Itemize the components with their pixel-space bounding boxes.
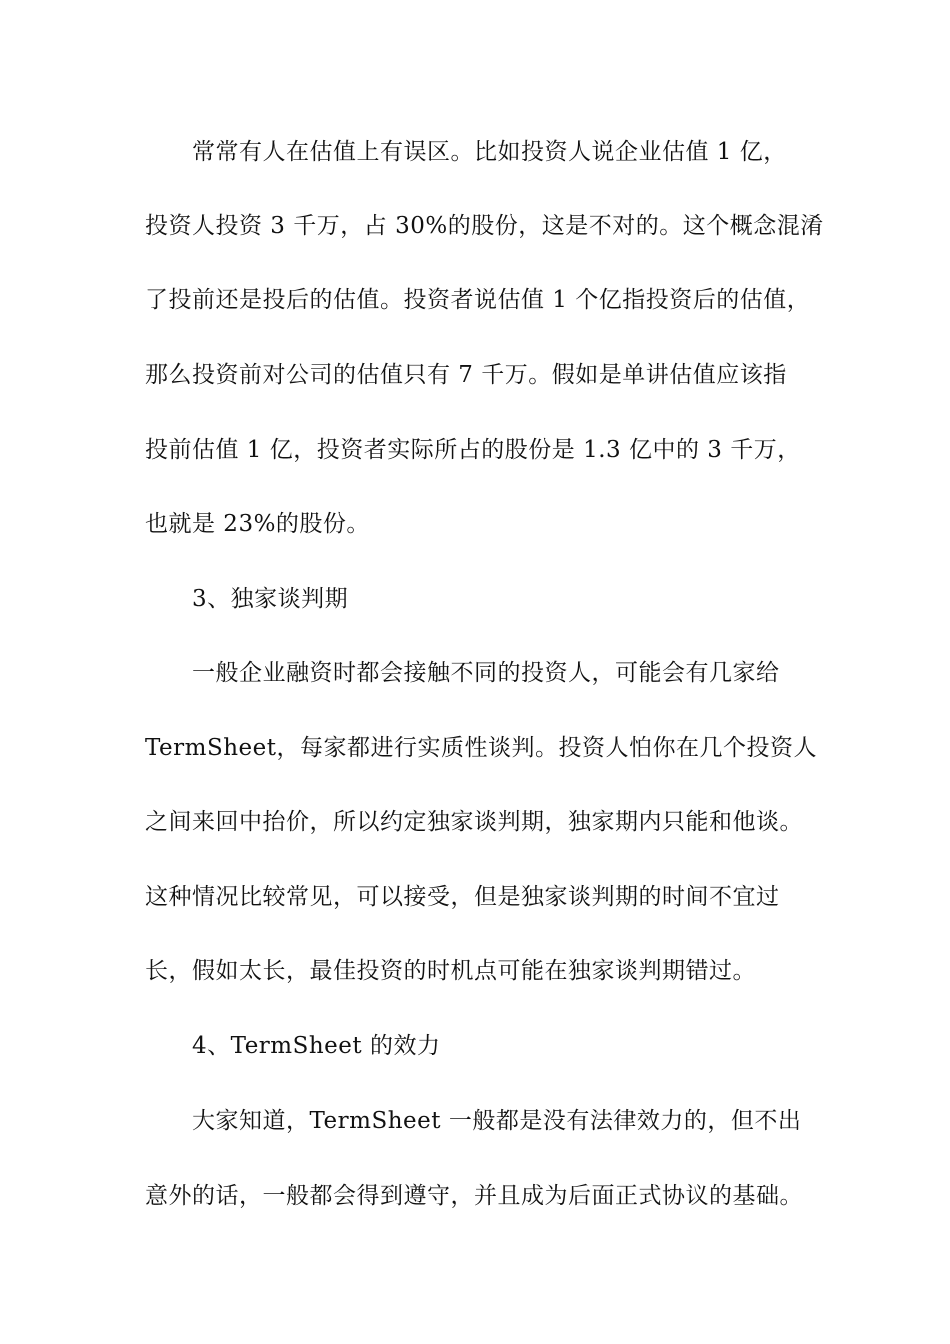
paragraph-line: 也就是 23%的股份。	[145, 511, 370, 537]
paragraph-line: 常常有人在估值上有误区。比如投资人说企业估值 1 亿，	[192, 139, 787, 165]
paragraph-line: TermSheet，每家都进行实质性谈判。投资人怕你在几个投资人	[145, 735, 818, 761]
paragraph-line: 长，假如太长，最佳投资的时机点可能在独家谈判期错过。	[145, 958, 756, 984]
section-heading: 3、独家谈判期	[192, 586, 349, 612]
paragraph-line: 投前估值 1 亿，投资者实际所占的股份是 1.3 亿中的 3 千万，	[145, 437, 801, 463]
paragraph-line: 大家知道，TermSheet 一般都是没有法律效力的，但不出	[192, 1108, 802, 1134]
paragraph-line: 这种情况比较常见，可以接受，但是独家谈判期的时间不宜过	[145, 884, 780, 910]
paragraph-line: 意外的话，一般都会得到遵守，并且成为后面正式协议的基础。	[145, 1183, 803, 1209]
paragraph-line: 投资人投资 3 千万，占 30%的股份，这是不对的。这个概念混淆	[145, 213, 824, 239]
paragraph-line: 一般企业融资时都会接触不同的投资人，可能会有几家给	[192, 660, 780, 686]
paragraph-line: 之间来回中抬价，所以约定独家谈判期，独家期内只能和他谈。	[145, 809, 803, 835]
paragraph-line: 了投前还是投后的估值。投资者说估值 1 个亿指投资后的估值，	[145, 287, 811, 313]
paragraph-line: 那么投资前对公司的估值只有 7 千万。假如是单讲估值应该指	[145, 362, 787, 388]
section-heading: 4、TermSheet 的效力	[192, 1033, 441, 1059]
